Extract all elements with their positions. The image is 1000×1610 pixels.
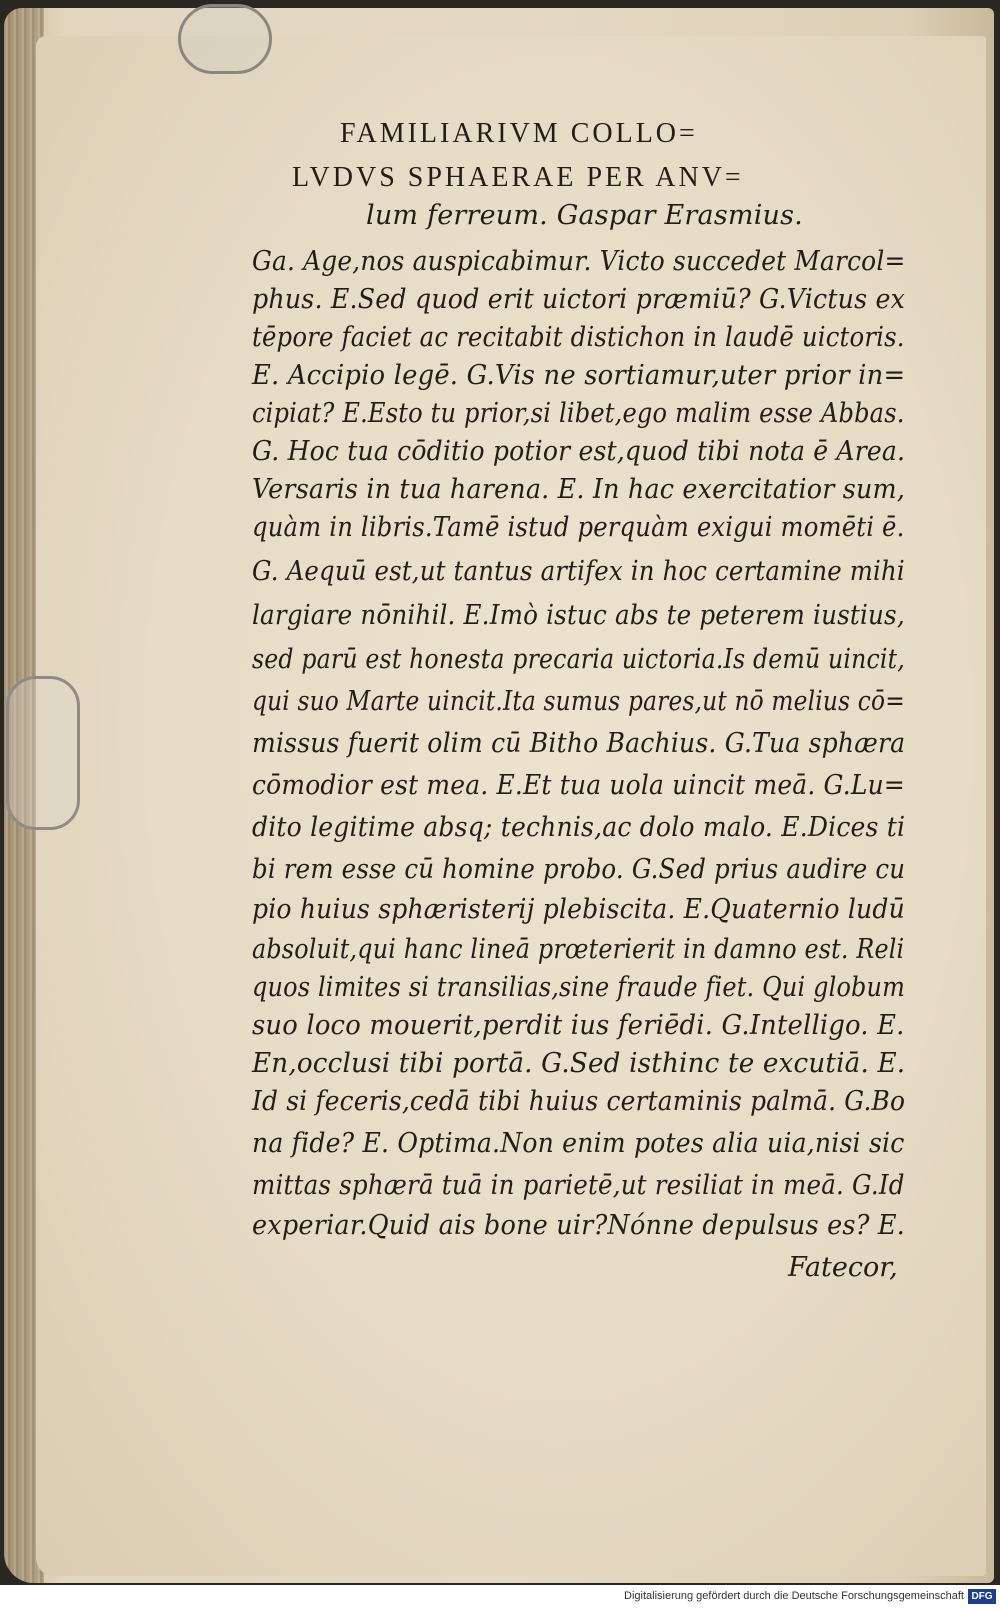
text-line: mittas sphærā tuā in parietē,ut resiliat in meā. G.Id [252, 1170, 905, 1201]
text-line: cipiat? E.Esto tu prior,si libet,ego malim esse Abbas. [252, 398, 905, 429]
running-head: FAMILIARIVM COLLO= [340, 118, 698, 149]
catchword: Fatecor, [788, 1252, 898, 1283]
text-line: absoluit,qui hanc lineā prœterierit in damno est. Reli [252, 934, 905, 965]
text-line: Versaris in tua harena. E. In hac exercitatior sum, [252, 474, 906, 505]
text-line: sed parū est honesta precaria uictoria.Is demū uincit, [252, 644, 905, 675]
text-line: largiare nōnihil. E.Imò istuc abs te peterem iustius, [252, 600, 905, 631]
dfg-logo: DFG [968, 1589, 996, 1604]
text-line: suo loco mouerit,perdit ius feriēdi. G.Intelligo. E. [252, 1010, 905, 1041]
text-line: missus fuerit olim cū Bitho Bachius. G.Tua sphæra [252, 728, 906, 759]
text-line: cōmodior est mea. E.Et tua uola uincit meā. G.Lu= [252, 770, 905, 801]
text-line: En,occlusi tibi portā. G.Sed isthinc te excutiā. E. [252, 1048, 906, 1079]
text-line: phus. E.Sed quod erit uictori præmiū? G.Victus ex [252, 284, 906, 315]
section-title: LVDVS SPHAERAE PER ANV= [292, 162, 744, 193]
section-subtitle: lum ferreum. Gaspar Erasmius. [366, 200, 803, 231]
text-line: dito legitime absq; technis,ac dolo malo. E.Dices ti [252, 812, 906, 843]
text-line: experiar.Quid ais bone uir?Nónne depulsus es? E. [252, 1210, 905, 1241]
digitization-footer [0, 1585, 1000, 1610]
dfg-credit: Digitalisierung gefördert durch die Deutsche Forschungsgemeinschaft [624, 1590, 964, 1602]
text-line: qui suo Marte uincit.Ita sumus pares,ut nō melius cō= [252, 686, 905, 717]
text-line: G. Aequū est,ut tantus artifex in hoc certamine mihi [252, 556, 905, 587]
text-line: quos limites si transilias,sine fraude fiet. Qui globum [252, 972, 906, 1003]
text-line: na fide? E. Optima.Non enim potes alia uia,nisi sic [252, 1128, 905, 1159]
text-line: quàm in libris.Tamē istud perquàm exigui momēti ē. [252, 512, 905, 543]
text-line: pio huius sphæristerij plebiscita. E.Quaternio ludū [252, 894, 905, 925]
text-line: Ga. Age,nos auspicabimur. Victo succedet Marcol= [252, 246, 906, 277]
text-line: bi rem esse cū homine probo. G.Sed prius audire cu [252, 854, 906, 885]
text-line: E. Accipio legē. G.Vis ne sortiamur,uter prior in= [252, 360, 906, 391]
text-line: G. Hoc tua cōditio potior est,quod tibi nota ē Area. [252, 436, 906, 467]
text-line: Id si feceris,cedā tibi huius certaminis palmā. G.Bo [252, 1086, 906, 1117]
text-line: tēpore faciet ac recitabit distichon in laudē uictoris. [252, 322, 905, 353]
